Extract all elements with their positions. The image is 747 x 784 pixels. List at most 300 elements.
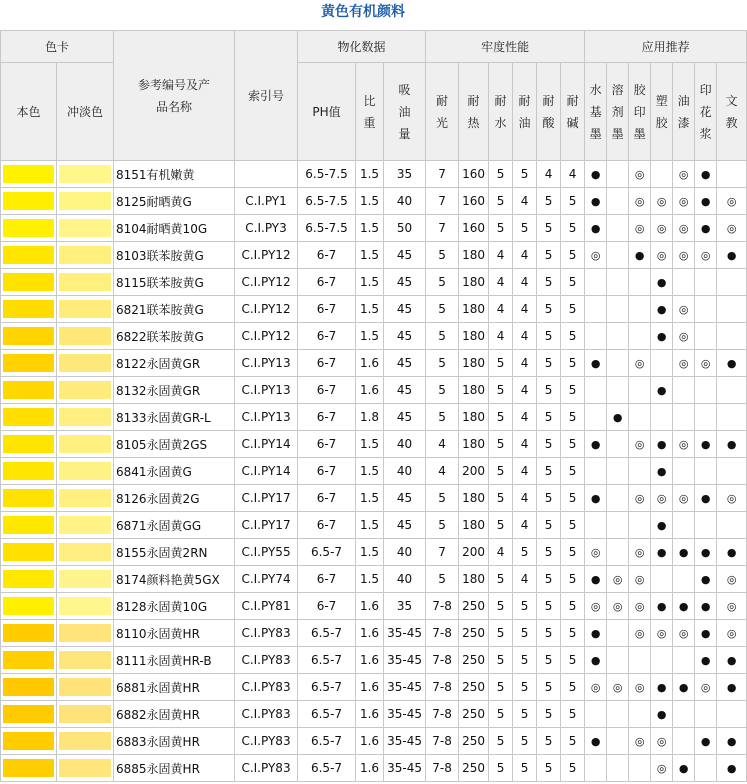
tint-color-cell: [57, 701, 114, 728]
app-water-ink: ●: [585, 215, 607, 242]
base-color-swatch: [3, 435, 54, 453]
heat-resistance: 180: [459, 431, 489, 458]
specific-gravity: 1.5: [356, 431, 384, 458]
base-color-swatch: [3, 759, 54, 777]
oil-absorption: 40: [384, 431, 426, 458]
oil-resistance: 4: [513, 269, 537, 296]
product-name: 8122永固黄GR: [114, 350, 235, 377]
app-print-paste: [695, 404, 717, 431]
index-number: C.I.PY1: [235, 188, 298, 215]
light-fastness: 4: [426, 431, 459, 458]
base-color-cell: [1, 188, 57, 215]
app-plastic: ◎: [651, 728, 673, 755]
base-color-swatch: [3, 273, 54, 291]
app-print-paste: ●: [695, 566, 717, 593]
app-paint: [673, 566, 695, 593]
oil-absorption: 35-45: [384, 728, 426, 755]
index-number: C.I.PY55: [235, 539, 298, 566]
app-stationery: ◎: [717, 566, 747, 593]
acid-resistance: 5: [537, 242, 561, 269]
heat-resistance: 200: [459, 458, 489, 485]
heat-resistance: 250: [459, 593, 489, 620]
base-color-cell: [1, 593, 57, 620]
app-solvent-ink: [607, 701, 629, 728]
light-fastness: 7-8: [426, 620, 459, 647]
specific-gravity: 1.5: [356, 566, 384, 593]
fastness-header: 牢度性能: [426, 31, 585, 63]
app-offset-ink: [629, 512, 651, 539]
base-color-cell: [1, 431, 57, 458]
app-stationery: [717, 404, 747, 431]
app-print-paste: [695, 512, 717, 539]
table-row: [1, 674, 747, 701]
specific-gravity: 1.6: [356, 593, 384, 620]
app-solvent-ink: [607, 647, 629, 674]
tint-color-swatch: [59, 597, 111, 615]
base-color-swatch: [3, 327, 54, 345]
index-header: 索引号: [235, 31, 298, 161]
product-name: 6885永固黄HR: [114, 755, 235, 782]
water-resistance: 5: [489, 566, 513, 593]
app-print-paste: [695, 458, 717, 485]
app-plastic: ●: [651, 701, 673, 728]
app-plastic: ●: [651, 323, 673, 350]
app-solvent-ink: ◎: [607, 566, 629, 593]
alkali-resistance: 5: [561, 458, 585, 485]
app-water-ink: ◎: [585, 674, 607, 701]
water-resistance: 5: [489, 674, 513, 701]
specific-gravity: 1.6: [356, 728, 384, 755]
product-name: 8133永固黄GR-L: [114, 404, 235, 431]
oil-absorption: 35-45: [384, 755, 426, 782]
app-plastic: ●: [651, 593, 673, 620]
physchem-header: 物化数据: [298, 31, 426, 63]
app-solvent-ink: ◎: [607, 593, 629, 620]
app-paint: ◎: [673, 431, 695, 458]
table-row: [1, 431, 747, 458]
table-row: [1, 323, 747, 350]
heat-resistance: 200: [459, 539, 489, 566]
app-paint: ◎: [673, 161, 695, 188]
table-row: [1, 242, 747, 269]
alkali-resistance: 5: [561, 269, 585, 296]
tint-color-cell: [57, 755, 114, 782]
light-fastness: 5: [426, 566, 459, 593]
specific-gravity: 1.6: [356, 701, 384, 728]
app-solvent-ink: [607, 755, 629, 782]
base-color-header: 本色: [1, 63, 57, 161]
index-number: C.I.PY13: [235, 377, 298, 404]
water-resistance: 5: [489, 755, 513, 782]
app-paint: ◎: [673, 485, 695, 512]
heat-resistance: 250: [459, 674, 489, 701]
ph-value: 6.5-7.5: [298, 215, 356, 242]
acid-resistance: 5: [537, 323, 561, 350]
tint-color-cell: [57, 404, 114, 431]
heat-resistance: 180: [459, 269, 489, 296]
app-solvent-ink: [607, 242, 629, 269]
base-color-swatch: [3, 624, 54, 642]
product-name: 8110永固黄HR: [114, 620, 235, 647]
index-number: [235, 161, 298, 188]
index-number: C.I.PY12: [235, 269, 298, 296]
index-number: C.I.PY83: [235, 620, 298, 647]
oil-resistance: 5: [513, 728, 537, 755]
app-water-ink: ●: [585, 620, 607, 647]
oil-resistance: 4: [513, 404, 537, 431]
table-row: [1, 539, 747, 566]
app-water-ink: ●: [585, 566, 607, 593]
light-fastness-header: 耐光: [426, 63, 459, 161]
app-water-ink: ◎: [585, 242, 607, 269]
water-resistance: 5: [489, 350, 513, 377]
heat-resistance: 160: [459, 188, 489, 215]
heat-resistance: 250: [459, 728, 489, 755]
tint-color-cell: [57, 431, 114, 458]
app-plastic: [651, 404, 673, 431]
water-resistance: 4: [489, 269, 513, 296]
oil-resistance: 5: [513, 539, 537, 566]
app-stationery: ●: [717, 431, 747, 458]
acid-resistance: 5: [537, 485, 561, 512]
index-number: C.I.PY83: [235, 728, 298, 755]
product-name: 8115联苯胺黄G: [114, 269, 235, 296]
app-offset-ink: [629, 296, 651, 323]
acid-resistance: 5: [537, 188, 561, 215]
base-color-swatch: [3, 732, 54, 750]
product-name: 8128永固黄10G: [114, 593, 235, 620]
heat-resistance: 250: [459, 647, 489, 674]
water-resistance: 5: [489, 728, 513, 755]
app-paint: [673, 647, 695, 674]
product-name: 8151有机嫩黄: [114, 161, 235, 188]
alkali-resistance: 5: [561, 647, 585, 674]
app-water-ink: [585, 512, 607, 539]
base-color-cell: [1, 755, 57, 782]
app-print-paste: ●: [695, 620, 717, 647]
specific-gravity: 1.5: [356, 161, 384, 188]
app-water-ink: [585, 377, 607, 404]
tint-color-cell: [57, 161, 114, 188]
base-color-cell: [1, 458, 57, 485]
product-name: 8104耐晒黄10G: [114, 215, 235, 242]
base-color-cell: [1, 242, 57, 269]
heat-resistance: 180: [459, 242, 489, 269]
index-number: C.I.PY13: [235, 404, 298, 431]
app-stationery: ◎: [717, 485, 747, 512]
specific-gravity: 1.6: [356, 377, 384, 404]
heat-resistance: 160: [459, 161, 489, 188]
ph-value: 6-7: [298, 269, 356, 296]
app-water-ink: [585, 323, 607, 350]
index-number: C.I.PY17: [235, 485, 298, 512]
acid-resistance: 5: [537, 701, 561, 728]
oil-resistance: 4: [513, 512, 537, 539]
base-color-swatch: [3, 408, 54, 426]
base-color-cell: [1, 296, 57, 323]
ph-value: 6.5-7: [298, 701, 356, 728]
oil-resistance: 5: [513, 593, 537, 620]
app-print-paste: [695, 323, 717, 350]
app-plastic: ◎: [651, 188, 673, 215]
app-plastic: ●: [651, 512, 673, 539]
tint-color-cell: [57, 674, 114, 701]
tint-color-header: 冲淡色: [57, 63, 114, 161]
table-row: [1, 215, 747, 242]
app-print-paste: ●: [695, 647, 717, 674]
acid-resistance: 5: [537, 377, 561, 404]
tint-color-cell: [57, 512, 114, 539]
app-print-paste: [695, 755, 717, 782]
app-plastic-header: 塑胶: [651, 63, 673, 161]
water-resistance: 4: [489, 539, 513, 566]
product-name: 6881永固黄HR: [114, 674, 235, 701]
base-color-swatch: [3, 570, 54, 588]
app-plastic: [651, 566, 673, 593]
app-paint: ●: [673, 674, 695, 701]
app-offset-ink: ●: [629, 242, 651, 269]
index-number: C.I.PY81: [235, 593, 298, 620]
base-color-cell: [1, 485, 57, 512]
app-offset-ink: [629, 269, 651, 296]
app-plastic: ●: [651, 431, 673, 458]
ref-name-header: 参考编号及产品名称: [114, 31, 235, 161]
light-fastness: 5: [426, 323, 459, 350]
base-color-swatch: [3, 462, 54, 480]
app-stationery: ●: [717, 674, 747, 701]
ph-value: 6-7: [298, 296, 356, 323]
app-water-ink: ●: [585, 161, 607, 188]
alkali-resistance: 5: [561, 755, 585, 782]
table-row: [1, 296, 747, 323]
heat-resistance: 180: [459, 377, 489, 404]
tint-color-swatch: [59, 570, 111, 588]
base-color-cell: [1, 539, 57, 566]
base-color-swatch: [3, 246, 54, 264]
acid-resistance: 5: [537, 512, 561, 539]
app-water-ink: [585, 701, 607, 728]
tint-color-cell: [57, 350, 114, 377]
oil-absorption: 35: [384, 161, 426, 188]
app-solvent-ink: [607, 350, 629, 377]
ph-value: 6-7: [298, 242, 356, 269]
water-resistance: 5: [489, 647, 513, 674]
app-water-ink: ●: [585, 350, 607, 377]
tint-color-swatch: [59, 246, 111, 264]
light-fastness: 7-8: [426, 593, 459, 620]
acid-resistance: 5: [537, 620, 561, 647]
tint-color-cell: [57, 458, 114, 485]
tint-color-swatch: [59, 192, 111, 210]
base-color-cell: [1, 620, 57, 647]
app-plastic: ◎: [651, 620, 673, 647]
tint-color-cell: [57, 215, 114, 242]
tint-color-swatch: [59, 381, 111, 399]
app-solvent-ink: ●: [607, 404, 629, 431]
water-resistance: 5: [489, 458, 513, 485]
acid-resistance: 5: [537, 404, 561, 431]
base-color-cell: [1, 323, 57, 350]
heat-resistance: 250: [459, 755, 489, 782]
base-color-cell: [1, 647, 57, 674]
water-resistance: 5: [489, 512, 513, 539]
tint-color-cell: [57, 485, 114, 512]
oil-absorption: 45: [384, 350, 426, 377]
app-stationery: [717, 296, 747, 323]
ph-value: 6.5-7: [298, 755, 356, 782]
alkali-resistance: 5: [561, 593, 585, 620]
light-fastness: 7: [426, 161, 459, 188]
alkali-resistance: 5: [561, 242, 585, 269]
specific-gravity: 1.5: [356, 215, 384, 242]
app-offset-ink: [629, 323, 651, 350]
base-color-cell: [1, 566, 57, 593]
app-plastic: [651, 161, 673, 188]
base-color-cell: [1, 269, 57, 296]
water-resistance: 5: [489, 161, 513, 188]
light-fastness: 7-8: [426, 647, 459, 674]
base-color-swatch: [3, 354, 54, 372]
app-paint: ◎: [673, 323, 695, 350]
tint-color-swatch: [59, 300, 111, 318]
sg-header: 比重: [356, 63, 384, 161]
app-solvent-ink: [607, 377, 629, 404]
base-color-cell: [1, 350, 57, 377]
specific-gravity: 1.6: [356, 350, 384, 377]
page-title: 黄色有机颜料: [321, 4, 405, 20]
app-stationery: [717, 701, 747, 728]
app-offset-ink: [629, 701, 651, 728]
oil-resistance: 5: [513, 161, 537, 188]
light-fastness: 5: [426, 269, 459, 296]
specific-gravity: 1.5: [356, 296, 384, 323]
alkali-resistance: 5: [561, 188, 585, 215]
product-name: 6883永固黄HR: [114, 728, 235, 755]
base-color-swatch: [3, 651, 54, 669]
alkali-resistance: 5: [561, 728, 585, 755]
app-plastic: ●: [651, 539, 673, 566]
base-color-swatch: [3, 678, 54, 696]
index-number: C.I.PY74: [235, 566, 298, 593]
ph-value: 6-7: [298, 458, 356, 485]
base-color-swatch: [3, 543, 54, 561]
table-row: [1, 485, 747, 512]
app-print-paste: ●: [695, 539, 717, 566]
index-number: C.I.PY14: [235, 458, 298, 485]
app-stationery: [717, 377, 747, 404]
app-stationery: ◎: [717, 215, 747, 242]
oil-absorption: 35-45: [384, 701, 426, 728]
oil-absorption: 40: [384, 566, 426, 593]
alkali-resistance: 5: [561, 377, 585, 404]
oil-resistance: 5: [513, 674, 537, 701]
tint-color-swatch: [59, 165, 111, 183]
specific-gravity: 1.5: [356, 512, 384, 539]
app-solvent-ink: [607, 431, 629, 458]
light-fastness: 7-8: [426, 701, 459, 728]
base-color-cell: [1, 161, 57, 188]
app-print-paste: [695, 296, 717, 323]
ph-value: 6-7: [298, 512, 356, 539]
table-row: [1, 377, 747, 404]
alkali-resistance: 5: [561, 404, 585, 431]
product-name: 8105永固黄2GS: [114, 431, 235, 458]
oil-absorption: 45: [384, 242, 426, 269]
alkali-resistance: 5: [561, 701, 585, 728]
app-solvent-ink: [607, 458, 629, 485]
app-paint: ●: [673, 755, 695, 782]
heat-resistance: 180: [459, 566, 489, 593]
base-color-swatch: [3, 597, 54, 615]
base-color-cell: [1, 404, 57, 431]
index-number: C.I.PY3: [235, 215, 298, 242]
app-paint: [673, 728, 695, 755]
app-paint: ●: [673, 539, 695, 566]
oil-absorption: 45: [384, 296, 426, 323]
product-name: 8126永固黄2G: [114, 485, 235, 512]
app-solvent-ink: [607, 269, 629, 296]
water-resistance: 5: [489, 377, 513, 404]
ph-value: 6-7: [298, 485, 356, 512]
oil-resistance: 4: [513, 188, 537, 215]
ph-value: 6.5-7.5: [298, 188, 356, 215]
alkali-resistance: 5: [561, 485, 585, 512]
alkali-resistance: 5: [561, 350, 585, 377]
app-print-paste: ●: [695, 593, 717, 620]
light-fastness: 7-8: [426, 755, 459, 782]
base-color-cell: [1, 215, 57, 242]
tint-color-swatch: [59, 219, 111, 237]
water-resistance: 5: [489, 485, 513, 512]
app-plastic: ◎: [651, 485, 673, 512]
app-paint: [673, 458, 695, 485]
table-row: [1, 404, 747, 431]
tint-color-cell: [57, 539, 114, 566]
base-color-swatch: [3, 489, 54, 507]
specific-gravity: 1.6: [356, 755, 384, 782]
oil-absorption: 50: [384, 215, 426, 242]
oil-absorption: 40: [384, 458, 426, 485]
app-paint-header: 油漆: [673, 63, 695, 161]
heat-resistance: 180: [459, 512, 489, 539]
tint-color-cell: [57, 377, 114, 404]
product-name: 8155永固黄2RN: [114, 539, 235, 566]
tint-color-swatch: [59, 624, 111, 642]
app-offset-ink: ◎: [629, 215, 651, 242]
base-color-swatch: [3, 165, 54, 183]
app-solvent-ink: [607, 539, 629, 566]
tint-color-swatch: [59, 354, 111, 372]
app-stationery: [717, 269, 747, 296]
app-stationery: [717, 512, 747, 539]
app-water-ink: [585, 755, 607, 782]
app-solvent-ink: [607, 161, 629, 188]
light-fastness: 7-8: [426, 728, 459, 755]
base-color-swatch: [3, 705, 54, 723]
tint-color-swatch: [59, 705, 111, 723]
app-stationery: ●: [717, 242, 747, 269]
water-resistance: 5: [489, 701, 513, 728]
water-resistance: 5: [489, 404, 513, 431]
app-offset-ink: [629, 755, 651, 782]
app-paint: ◎: [673, 188, 695, 215]
oil-absorption: 35-45: [384, 674, 426, 701]
light-fastness: 5: [426, 242, 459, 269]
app-offset-ink: ◎: [629, 188, 651, 215]
ph-value: 6-7: [298, 404, 356, 431]
app-offset-ink: ◎: [629, 350, 651, 377]
oil-resistance: 5: [513, 647, 537, 674]
